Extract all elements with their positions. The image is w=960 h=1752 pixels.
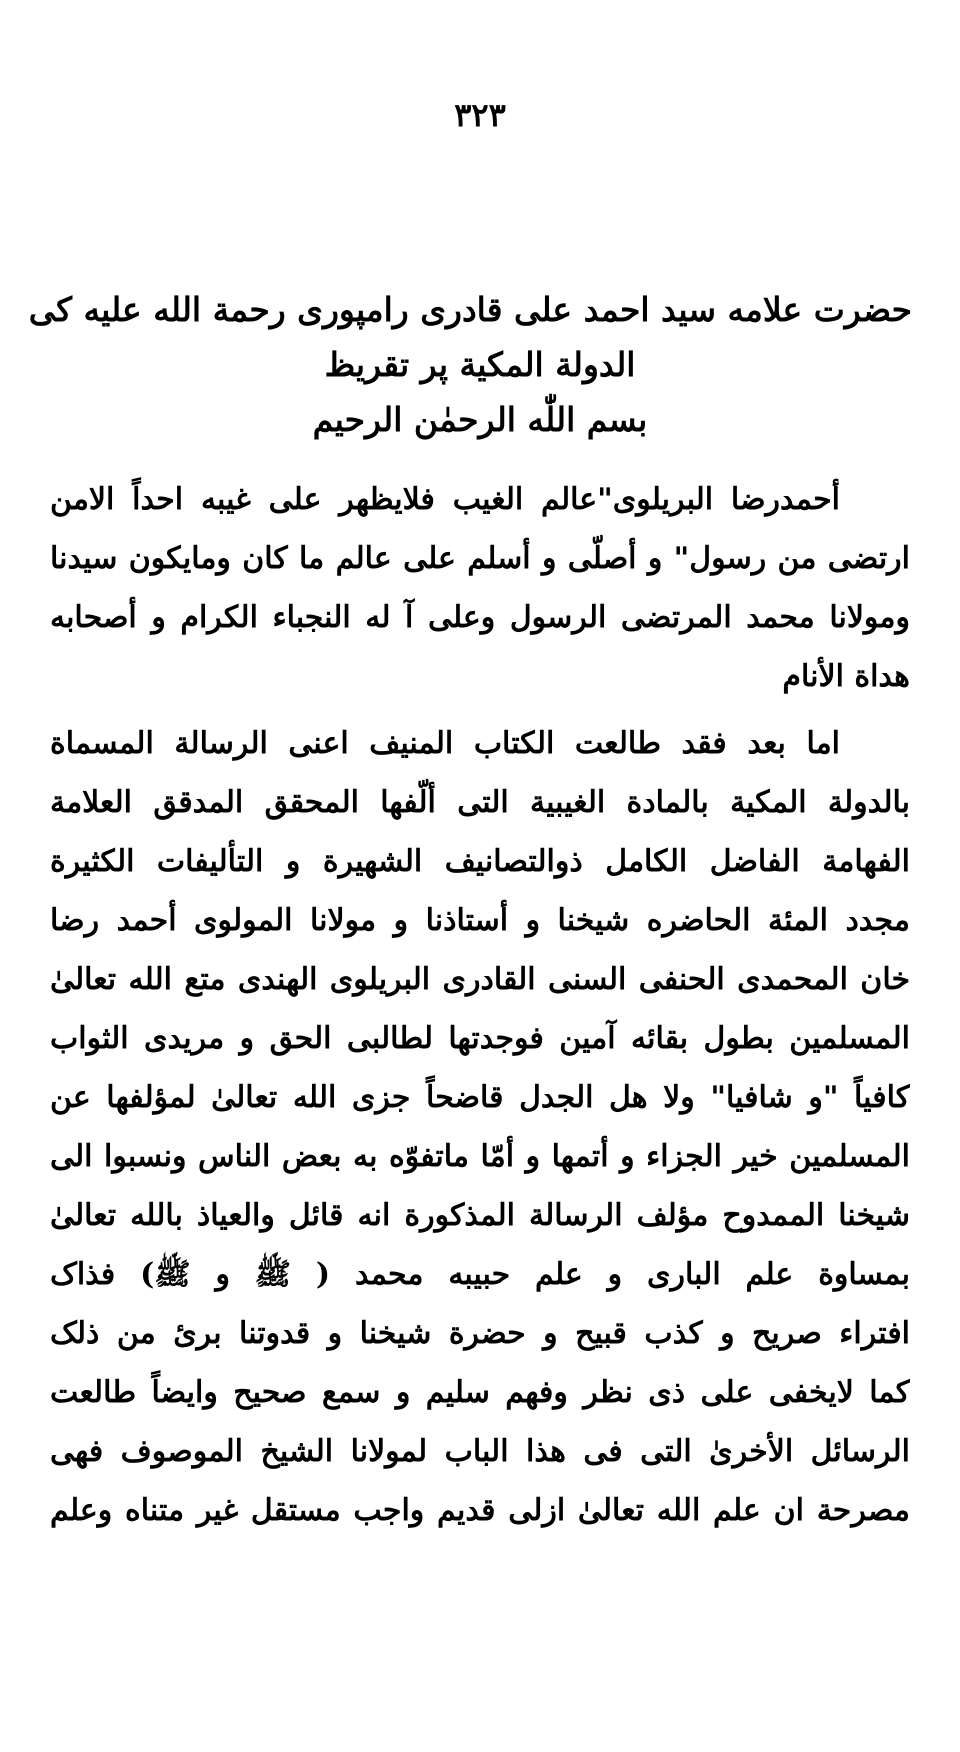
text-line: اما بعد فقد طالعت الکتاب المنیف اعنی الرسالة المسماة: [50, 726, 840, 761]
body-text: [50, 470, 910, 1540]
text-line: المسلمین خیر الجزاء و أتمها و أمّا ماتفوّه به بعض الناس ونسبوا الی: [50, 1139, 910, 1174]
text-line: ومولانا محمد المرتضی الرسول وعلی آ له النجباء الکرام و أصحابه: [50, 600, 910, 635]
text-line: الفهامة الفاضل الکامل ذوالتصانیف الشهیرة و التألیفات الکثیرة: [50, 844, 910, 879]
text-line: کافیاً "و شافیا" ولا هل الجدل قاضحاً جزی الله تعالیٰ لمؤلفها عن: [50, 1080, 910, 1115]
basmala: بسم اللّٰه الرحمٰن الرحیم: [312, 400, 648, 439]
text-line: خان المحمدی الحنفی السنی القادری البریلوی الهندی متع الله تعالیٰ: [50, 962, 910, 997]
text-line: هداة الأنام: [782, 659, 910, 694]
text-line: افتراء صریح و کذب قبیح و حضرة شیخنا و قدوتنا بریٔ من ذلک: [50, 1316, 910, 1351]
text-line: کما لایخفی علی ذی نظر وفهم سلیم و سمع صحیح وایضاً طالعت: [50, 1375, 910, 1410]
text-line: بالدولة المکیة بالمادة الغیبیة التی ألّفها المحقق المدقق العلامة: [50, 785, 910, 820]
heading-title: حضرت علامه سید احمد علی قادری رامپوری رحمة الله علیه کی: [28, 290, 912, 329]
heading-subtitle: الدولة المکیة پر تقریظ: [324, 345, 636, 384]
text-line: الرسائل الأخریٰ التی فی هذا الباب لمولانا الشیخ الموصوف فهی: [50, 1434, 910, 1469]
text-line: المسلمین بطول بقائه آمین فوجدتها لطالبی الحق و مریدی الثواب: [50, 1021, 910, 1056]
text-line: مصرحة ان علم الله تعالیٰ ازلی قدیم واجب مستقل غیر متناه وعلم: [50, 1493, 910, 1528]
text-line: أحمدرضا البریلوی"عالم الغیب فلایظهر علی غیبه احداً الامن: [50, 482, 840, 517]
page-number: ۳۲۳: [454, 96, 506, 134]
text-line: بمساوة علم الباری و علم حبیبه محمد ( ﷺ و ﷺ) فذاک: [50, 1257, 910, 1292]
text-line: مجدد المئة الحاضره شیخنا و أستاذنا و مولانا المولوی أحمد رضا: [50, 903, 910, 938]
text-line: ارتضی من رسول" و أصلّی و أسلم علی عالم ما کان ومایکون سیدنا: [50, 541, 910, 576]
text-line: شیخنا الممدوح مؤلف الرسالة المذکورة انه قائل والعیاذ بالله تعالیٰ: [50, 1198, 910, 1233]
